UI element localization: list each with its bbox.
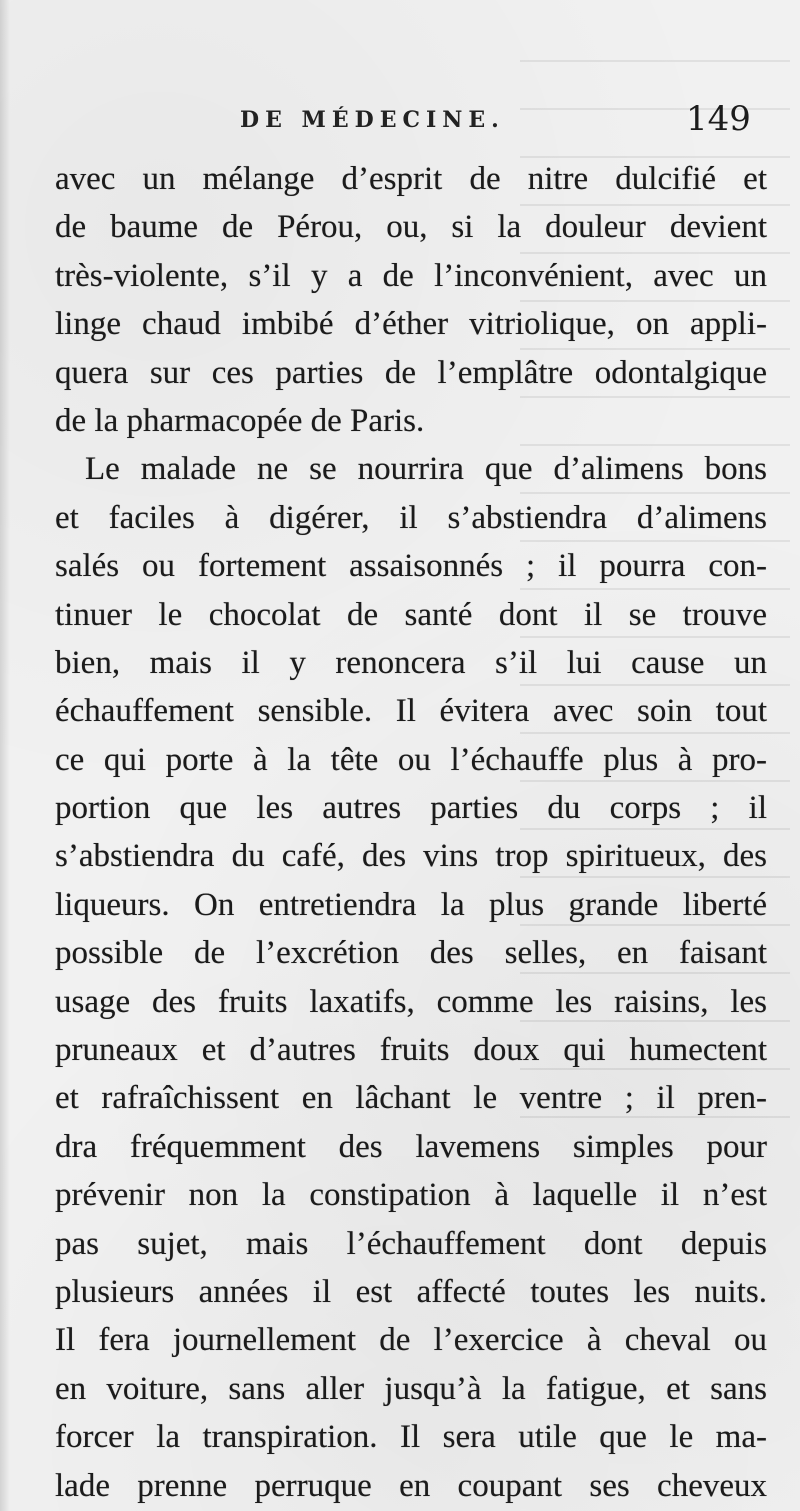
running-title: DE MÉDECINE. <box>240 107 505 133</box>
text-line: pruneaux et d’autres fruits doux qui humectent <box>55 1032 767 1069</box>
text-line: et rafraîchissent en lâchant le ventre ; il pren- <box>55 1080 767 1117</box>
text-line: et faciles à digérer, il s’abstiendra d’alimens <box>55 499 767 536</box>
text-line: salés ou fortement assaisonnés ; il pourra con- <box>55 548 767 585</box>
running-head <box>0 99 800 143</box>
text-line: usage des fruits laxatifs, comme les raisins, les <box>55 983 767 1020</box>
text-line: s’abstiendra du café, des vins trop spiritueux, des <box>55 838 767 875</box>
text-line: plusieurs années il est affecté toutes les nuits. <box>55 1273 767 1310</box>
body-text <box>55 155 767 1510</box>
text-line: ce qui porte à la tête ou l’échauffe plus à pro- <box>55 741 767 778</box>
text-line: échauffement sensible. Il évitera avec soin tout <box>55 693 767 730</box>
text-line: linge chaud imbibé d’éther vitriolique, on appli- <box>55 306 767 343</box>
text-line: portion que les autres parties du corps ; il <box>55 790 767 827</box>
text-line: prévenir non la constipation à laquelle il n’est <box>55 1177 767 1214</box>
text-line: quera sur ces parties de l’emplâtre odontalgique <box>55 354 767 391</box>
page-number: 149 <box>686 99 751 139</box>
text-line: pas sujet, mais l’échauffement dont depuis <box>55 1225 767 1262</box>
text-line: de baume de Pérou, ou, si la douleur devient <box>55 209 767 246</box>
page-edge-shadow <box>0 0 10 1511</box>
text-line: forcer la transpiration. Il sera utile que le ma- <box>55 1419 767 1456</box>
text-line: tinuer le chocolat de santé dont il se trouve <box>55 596 767 633</box>
text-line: très-violente, s’il y a de l’inconvénient, avec un <box>55 257 767 294</box>
text-line: bien, mais il y renoncera s’il lui cause un <box>55 644 767 681</box>
text-line: lade prenne perruque en coupant ses cheveux <box>55 1467 767 1504</box>
text-line: dra fréquemment des lavemens simples pour <box>55 1128 767 1165</box>
text-line: en voiture, sans aller jusqu’à la fatigue, et sans <box>55 1370 767 1407</box>
text-line: de la pharmacopée de Paris. <box>55 402 425 439</box>
paragraph-start-line: Le malade ne se nourrira que d’alimens bons <box>85 451 767 488</box>
text-line: Il fera journellement de l’exercice à cheval ou <box>55 1322 767 1359</box>
text-line: possible de l’excrétion des selles, en faisant <box>55 935 767 972</box>
text-line: liqueurs. On entretiendra la plus grande liberté <box>55 886 767 923</box>
text-line: avec un mélange d’esprit de nitre dulcifié et <box>55 161 767 197</box>
